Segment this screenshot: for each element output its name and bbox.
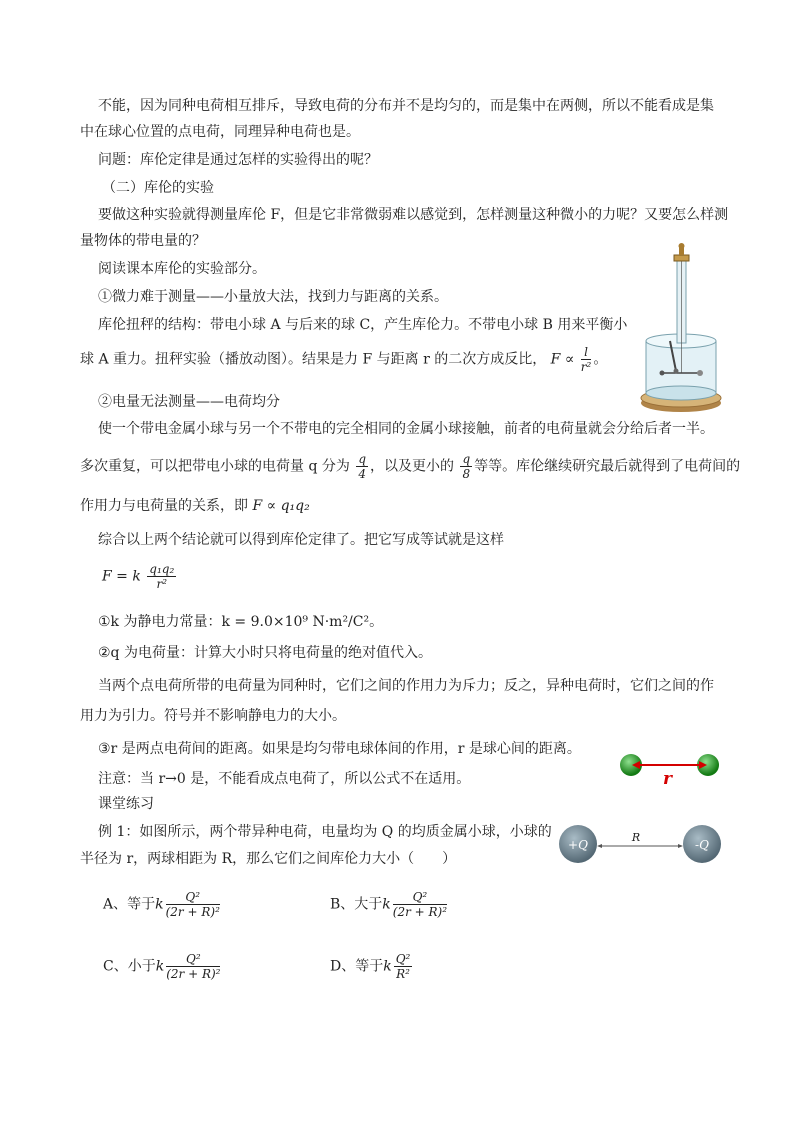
paragraph-7b	[80, 345, 706, 374]
paragraph-13b: 用力为引力。符号并不影响静电力的大小。	[80, 708, 346, 724]
paragraph-1b: 中在球心位置的点电荷，同理异种电荷也是。	[80, 124, 360, 140]
frac-num-q1q2: q₁q₂	[149, 562, 175, 576]
option-d-num: Q²	[395, 952, 411, 966]
math-prop: ∝	[564, 351, 575, 368]
paragraph-9b	[80, 452, 741, 481]
option-a-num: Q²	[166, 890, 220, 905]
option-a-label: A、等于	[103, 896, 156, 913]
frac-num-l: l	[581, 345, 592, 360]
frac-num-q2: q	[462, 452, 471, 466]
option-d	[330, 952, 414, 981]
ball-a-shape	[697, 370, 703, 376]
option-b	[330, 890, 449, 919]
paragraph-question: 问题：库伦定律是通过怎样的实验得出的呢？	[98, 152, 378, 168]
paragraph-9a: 使一个带电金属小球与另一个不带电的完全相同的金属小球接触，前者的电荷量就会分给后者一半。	[98, 421, 714, 437]
paragraph-17a: 例 1：如图所示，两个带异种电荷，电量均为 Q 的均质金属小球，小球的	[98, 824, 552, 840]
paragraph-16: 课堂练习	[98, 796, 154, 812]
fraction-q-over-8	[460, 452, 472, 481]
p9b-text-1: 多次重复，可以把带电小球的电荷量 q 分为	[80, 458, 350, 475]
math-period: 。	[593, 351, 608, 368]
glass-cylinder-shape	[646, 341, 716, 393]
frac-den-r2: r²	[580, 360, 592, 374]
ball-b-shape	[660, 371, 665, 376]
option-d-label: D、等于	[330, 958, 384, 975]
math-q1q2: q₁q₂	[280, 498, 310, 514]
paragraph-11: ①k 为静电力常量：k = 9.0×10⁹ N·m²/C²。	[98, 614, 384, 630]
p9b-text-2: ，以及更小的	[370, 458, 455, 475]
option-b-fraction	[393, 890, 447, 919]
ball-c-shape	[674, 369, 679, 374]
paragraph-5: 阅读课本库伦的实验部分。	[98, 261, 266, 277]
math-F: F	[550, 351, 561, 368]
coulomb-formula	[102, 562, 728, 591]
option-a-k: k	[155, 896, 164, 913]
paragraph-17b: 半径为 r，两球相距为 R，那么它们之间库伦力大小（ ）	[80, 851, 457, 867]
paragraph-10: 综合以上两个结论就可以得到库伦定律了。把它写成等试就是这样	[98, 532, 504, 548]
frac-den-r2b: r²	[156, 577, 168, 591]
frac-den-4: 4	[358, 467, 366, 481]
paragraph-9c	[80, 496, 706, 517]
p9b-text-3: 等等。库伦继续研究最后就得到了电荷间的	[474, 458, 741, 475]
glass-bottom-shape	[646, 386, 716, 400]
option-c-den: (2r + R)²	[166, 967, 221, 981]
option-d-fraction	[394, 952, 413, 981]
paragraph-8: ②电量无法测量——电荷均分	[98, 394, 280, 410]
p7b-text: 球 A 重力。扭秤实验（播放动图）。结果是力 F 与距离 r 的二次方成反比，	[80, 351, 547, 368]
option-a	[103, 890, 222, 919]
option-c	[103, 952, 222, 981]
arrow-right-R	[678, 844, 683, 848]
paragraph-7a: 库伦扭秤的结构：带电小球 A 与后来的球 C，产生库伦力。不带电小球 B 用来平衡小	[98, 317, 628, 333]
option-d-den-R: R²	[396, 967, 410, 981]
formula-lhs: F = k	[102, 568, 141, 585]
top-knob-ball	[679, 243, 685, 249]
fraction-q-over-4	[356, 452, 368, 481]
torsion-balance-illustration	[640, 243, 722, 415]
option-a-den: (2r + R)²	[165, 905, 220, 919]
section-heading: （二）库伦的实验	[102, 180, 214, 196]
option-b-num: Q²	[393, 890, 447, 905]
fraction-l-over-r2	[581, 345, 592, 374]
paragraph-12: ②q 为电荷量：计算大小时只将电荷量的绝对值代入。	[98, 645, 432, 661]
charged-spheres-figure	[558, 822, 724, 868]
option-c-label: C、小于	[103, 958, 156, 975]
top-cap-shape	[674, 255, 689, 261]
fraction-q1q2-over-r2	[147, 562, 176, 591]
right-sphere-charge: -Q	[695, 838, 709, 852]
paragraph-13a: 当两个点电荷所带的电荷量为同种时，它们之间的作用力为斥力；反之，异种电荷时，它们之间的作	[98, 678, 714, 694]
option-c-fraction	[166, 952, 220, 981]
paragraph-4b: 量物体的带电量的？	[80, 233, 206, 249]
option-c-k: k	[155, 958, 165, 975]
distance-label-R: R	[631, 831, 641, 844]
point-charge-distance-figure	[618, 750, 722, 788]
paragraph-1a: 不能，因为同种电荷相互排斥，导致电荷的分布并不是均匀的，而是集中在两侧，所以不能看成是集	[98, 98, 714, 114]
option-b-label: B、大于	[330, 896, 383, 913]
option-b-den: (2r + R)²	[392, 905, 448, 919]
paragraph-6: ①微力难于测量——小量放大法，找到力与距离的关系。	[98, 289, 448, 305]
p9c-text: 作用力与电荷量的关系，即	[80, 498, 248, 514]
left-sphere-charge: +Q	[568, 838, 588, 852]
distance-label-r: r	[663, 769, 672, 788]
frac-den-8: 8	[462, 467, 471, 481]
paragraph-15: 注意：当 r→0 是，不能看成点电荷了，所以公式不在适用。	[98, 771, 471, 787]
paragraph-14: ③r 是两点电荷间的距离。如果是均匀带电球体间的作用，r 是球心间的距离。	[98, 741, 581, 757]
option-c-num: Q²	[166, 952, 220, 967]
math-prop2: ∝	[266, 498, 277, 514]
frac-num-q: q	[358, 452, 367, 466]
paragraph-4a: 要做这种实验就得测量库伦 F，但是它非常微弱难以感觉到，怎样测量这种微小的力呢？又要怎么样测	[98, 207, 729, 223]
arrow-left-R	[597, 844, 602, 848]
option-d-k: k	[383, 958, 392, 975]
option-a-fraction	[166, 890, 220, 919]
option-b-k: k	[382, 896, 391, 913]
math-F2: F	[252, 498, 263, 514]
